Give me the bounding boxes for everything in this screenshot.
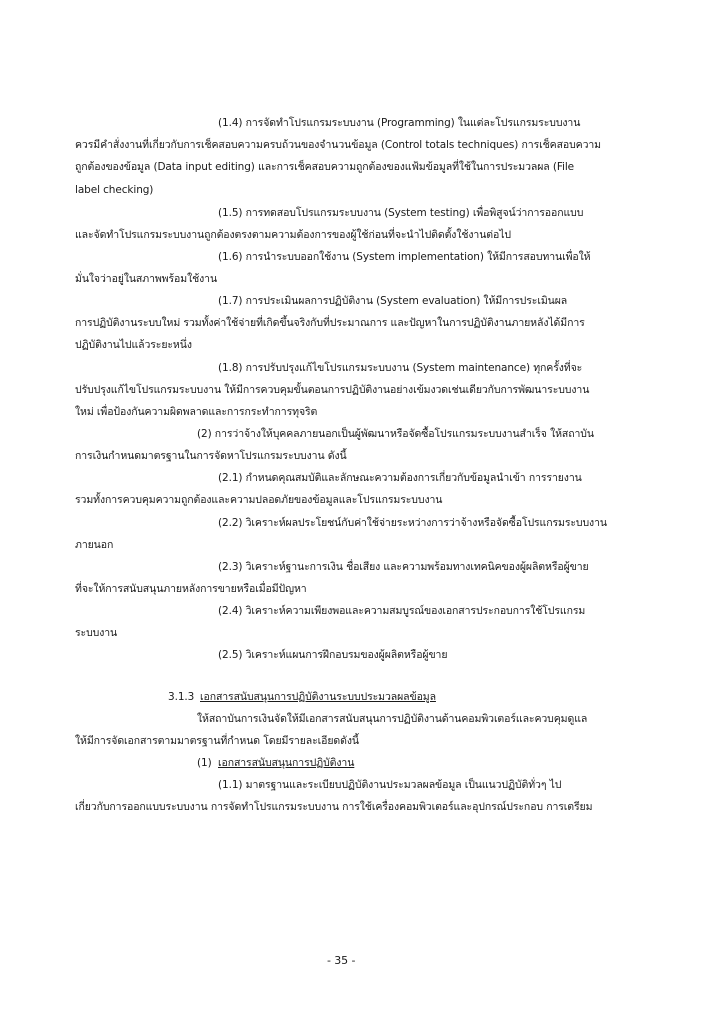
text-line: (2) การว่าจ้างให้บุคคลภายนอกเป็นผู้พัฒนาหรือจัดซื้อโปรแกรมระบบงานสำเร็จ ให้สถาบัน	[197, 428, 594, 440]
text-line: (2.1) กำหนดคุณสมบัติและลักษณะความต้องการเกี่ยวกับข้อมูลนำเข้า การรายงาน	[218, 472, 582, 484]
text-line: ให้มีการจัดเอกสารตามมาตรฐานที่กำหนด โดยมีรายละเอียดดังนี้	[75, 735, 359, 747]
text-line: (1.6) การนำระบบออกใช้งาน (System implementation) ให้มีการสอบทานเพื่อให้	[218, 251, 591, 263]
text-line: ให้สถาบันการเงินจัดให้มีเอกสารสนับสนุนการปฏิบัติงานด้านคอมพิวเตอร์และควบคุมดูแล	[197, 713, 588, 725]
text-line: เกี่ยวกับการออกแบบระบบงาน การจัดทำโปรแกรมระบบงาน การใช้เครื่องคอมพิวเตอร์และอุปกรณ์ประกอบ การเตรียม	[75, 801, 593, 813]
text-line: ถูกต้องของข้อมูล (Data input editing) และการเช็คสอบความถูกต้องของแฟ้มข้อมูลที่ใช้ในการประมวลผล (File	[75, 161, 575, 173]
page-number: - 35 -	[327, 954, 356, 967]
section-heading: เอกสารสนับสนุนการปฏิบัติงานระบบประมวลผลข้อมูล	[200, 691, 436, 703]
text-line: การเงินกำหนดมาตรฐานในการจัดหาโปรแกรมระบบงาน ดังนี้	[75, 450, 347, 462]
text-line: รวมทั้งการควบคุมความถูกต้องและความปลอดภัยของข้อมูลและโปรแกรมระบบงาน	[75, 494, 443, 506]
text-line: การปฏิบัติงานระบบใหม่ รวมทั้งค่าใช้จ่ายที่เกิดขึ้นจริงกับที่ประมาณการ และปัญหาในการปฏิบัติงานภายหลังได้มีการ	[75, 317, 585, 329]
subsection-number: (1)	[197, 757, 212, 769]
section-number: 3.1.3	[168, 691, 195, 703]
text-line: label checking)	[75, 184, 154, 196]
text-line: ภายนอก	[75, 539, 114, 551]
text-line: (1.4) การจัดทำโปรแกรมระบบงาน (Programming) ในแต่ละโปรแกรมระบบงาน	[218, 117, 581, 129]
text-line: (1.8) การปรับปรุงแก้ไขโปรแกรมระบบงาน (System maintenance) ทุกครั้งที่จะ	[218, 362, 583, 374]
text-line: ที่จะให้การสนับสนุนภายหลังการขายหรือเมื่อมีปัญหา	[75, 583, 307, 595]
text-line: ปฏิบัติงานไปแล้วระยะหนึ่ง	[75, 339, 192, 351]
text-line: (1.5) การทดสอบโปรแกรมระบบงาน (System testing) เพื่อพิสูจน์ว่าการออกแบบ	[218, 207, 584, 219]
text-line: มั่นใจว่าอยู่ในสภาพพร้อมใช้งาน	[75, 273, 218, 285]
text-line: (2.4) วิเคราะห์ความเพียงพอและความสมบูรณ์ของเอกสารประกอบการใช้โปรแกรม	[218, 605, 586, 617]
text-line: ปรับปรุงแก้ไขโปรแกรมระบบงาน ให้มีการควบคุมขั้นตอนการปฏิบัติงานอย่างเข้มงวดเช่นเดียวกับการพัฒนาระบบงาน	[75, 384, 590, 396]
text-line: ใหม่ เพื่อป้องกันความผิดพลาดและการกระทำการทุจริต	[75, 406, 318, 418]
subsection-heading: เอกสารสนับสนุนการปฏิบัติงาน	[218, 757, 355, 769]
text-line: (1.1) มาตรฐานและระเบียบปฏิบัติงานประมวลผลข้อมูล เป็นแนวปฏิบัติทั่วๆ ไป	[218, 779, 562, 791]
text-line: ควรมีคำสั่งงานที่เกี่ยวกับการเช็คสอบความครบถ้วนของจำนวนข้อมูล (Control totals techniques) การเช็คสอบความ	[75, 139, 601, 151]
text-line: และจัดทำโปรแกรมระบบงานถูกต้องตรงตามความต้องการของผู้ใช้ก่อนที่จะนำไปติดตั้งใช้งานต่อไป	[75, 229, 511, 241]
text-line: (2.5) วิเคราะห์แผนการฝึกอบรมของผู้ผลิตหรือผู้ขาย	[218, 649, 448, 661]
text-line: (2.2) วิเคราะห์ผลประโยชน์กับค่าใช้จ่ายระหว่างการว่าจ้างหรือจัดซื้อโปรแกรมระบบงาน	[218, 517, 607, 529]
text-line: (2.3) วิเคราะห์ฐานะการเงิน ชื่อเสียง และความพร้อมทางเทคนิคของผู้ผลิตหรือผู้ขาย	[218, 561, 589, 573]
text-line: ระบบงาน	[75, 627, 118, 639]
text-line: (1.7) การประเมินผลการปฏิบัติงาน (System evaluation) ให้มีการประเมินผล	[218, 295, 568, 307]
